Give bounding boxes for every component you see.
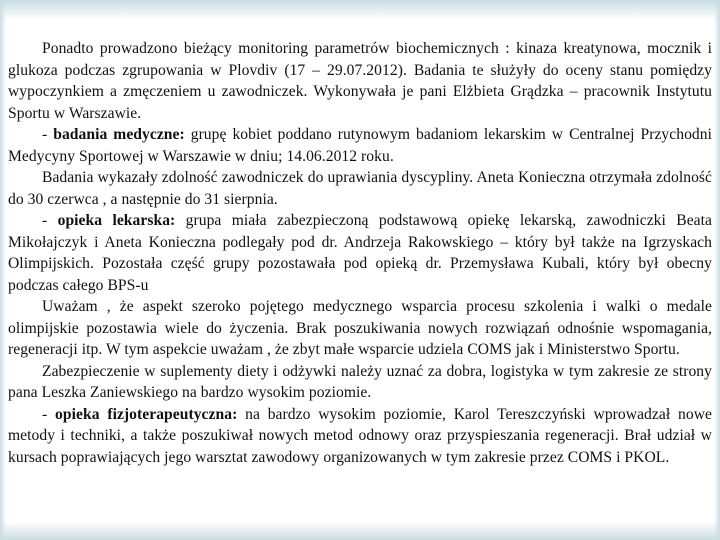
paragraph-monitoring: Ponadto prowadzono bieżący monitoring parametrów biochemicznych : kinaza kreatynowa, mocznik i glukoza podczas zgrupowania w Plovdiv (17 – 29.07.2012). Badania te służyły do oceny stanu pomiędzy wypoczynkiem a zmęczeniem u zawodniczek. Wykonywała je pani Elżbieta Grądzka – pracownik Instytutu Sportu w Warszawie.	[8, 40, 712, 122]
paragraph-exam-results: Badania wykazały zdolność zawodniczek do uprawiania dyscypliny. Aneta Konieczna otrzymała zdolność do 30 czerwca , a następnie do 31 sierpnia.	[8, 169, 712, 208]
slide-right-gradient	[714, 0, 720, 540]
slide-left-gradient	[0, 0, 6, 540]
slide-bottom-gradient	[0, 522, 720, 540]
heading-medical-care: opieka lekarska:	[57, 212, 176, 229]
slide-top-gradient	[0, 0, 720, 20]
paragraph-physiotherapy: - opieka fizjoterapeutyczna: na bardzo wysokim poziomie, Karol Tereszczyński wprowadzał nowe metody i techniki, a także poszukiwał nowych metod odnowy oraz przyspieszania regeneracji. Brał udział w kursach poprawiających jego warsztat zawodowy organizowanych w tym zakresie przez COMS i PKOL.	[8, 405, 712, 466]
paragraph-medical-exams: - badania medyczne: grupę kobiet poddano rutynowym badaniom lekarskim w Centralnej Przychodni Medycyny Sportowej w Warszawie w dniu; 14.06.2012 roku.	[8, 126, 713, 165]
heading-medical-exams: badania medyczne:	[53, 126, 185, 143]
heading-physiotherapy: opieka fizjoterapeutyczna:	[55, 405, 238, 423]
paragraph-supplements: Zabezpieczenie w suplementy diety i odżywki należy uznać za dobra, logistyka w tym zakresie ze strony pana Leszka Zaniewskiego na bardzo wysokim poziomie.	[8, 362, 712, 401]
paragraph-medical-care: - opieka lekarska: grupa miała zabezpieczoną podstawową opiekę lekarską, zawodniczki Beata Mikołajczyk i Aneta Konieczna podlegały pod dr. Andrzeja Rakowskiego – który był także na Igrzyskach Olimpijskich. Pozostała część grupy pozostawała pod opieką dr. Przemysława Kubali, który był obecny podczas całego BPS-u	[8, 212, 712, 294]
paragraph-opinion: Uważam , że aspekt szeroko pojętego medycznego wsparcia procesu szkolenia i walki o medale olimpijskie pozostawia wiele do życzenia. Brak poszukiwania nowych rozwiązań odnośnie wspomagania, regeneracji itp. W tym aspekcie uważam , że zbyt małe wsparcie udziela COMS jak i Ministerstwo Sportu.	[8, 298, 712, 358]
text-body	[8, 38, 712, 468]
